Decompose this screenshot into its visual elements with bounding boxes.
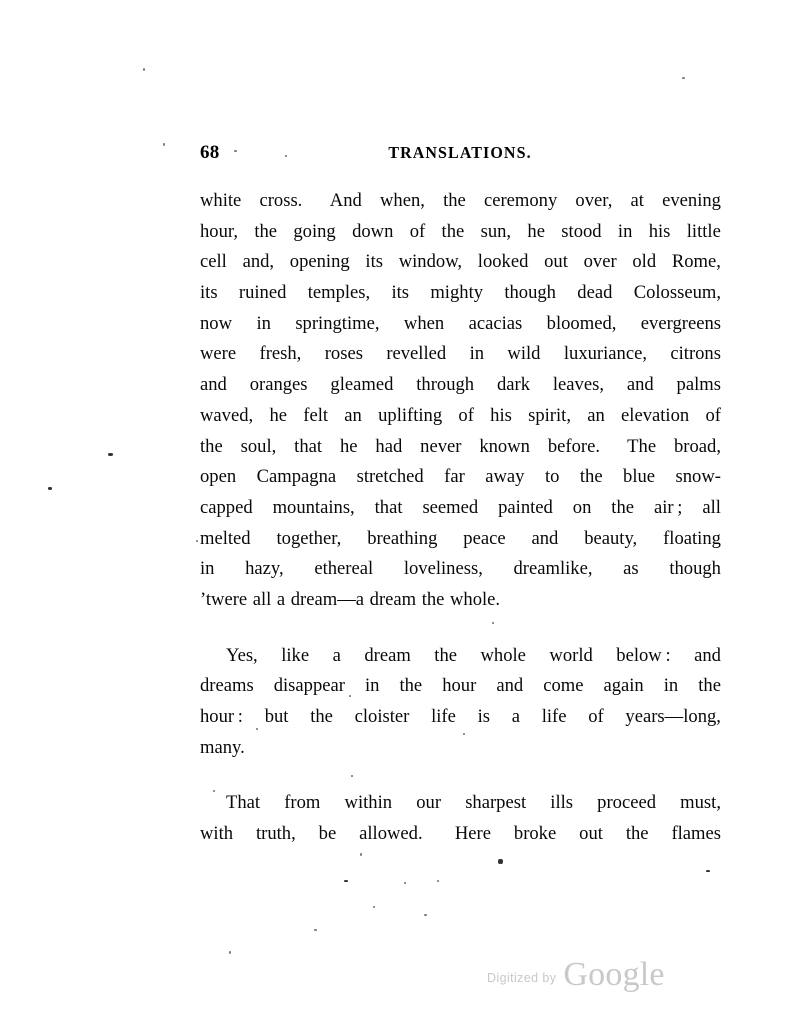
scan-speckle xyxy=(163,143,165,146)
body-text xyxy=(200,186,721,850)
word: now xyxy=(200,312,233,334)
word: cloister xyxy=(354,706,410,727)
word: The xyxy=(617,435,657,457)
word: in xyxy=(200,558,215,580)
word: Colosseum, xyxy=(633,282,721,304)
word: dream xyxy=(369,588,417,610)
word: his xyxy=(490,404,512,426)
word: its xyxy=(365,251,383,273)
word: and xyxy=(531,527,559,549)
google-digitized-watermark xyxy=(487,955,665,993)
word: dream xyxy=(364,644,411,666)
word: that xyxy=(374,496,403,518)
word: on xyxy=(572,496,592,518)
word: ceremony xyxy=(483,190,558,211)
word: all xyxy=(702,496,721,518)
word: hour, xyxy=(200,220,238,242)
word: waved, xyxy=(200,404,254,426)
word: melted xyxy=(200,527,251,549)
text-line xyxy=(200,370,721,401)
word: uplifting xyxy=(378,404,443,426)
word: the xyxy=(421,588,445,610)
word: Rome, xyxy=(671,251,721,273)
word: palms xyxy=(676,374,721,396)
word: cell xyxy=(200,251,227,273)
text-line xyxy=(200,217,721,248)
word: when xyxy=(403,312,445,334)
word: and xyxy=(200,374,227,396)
word: away xyxy=(485,466,525,488)
word: proceed xyxy=(597,792,657,814)
text-line xyxy=(200,339,721,370)
word: hour xyxy=(442,675,477,697)
text-line xyxy=(200,702,721,733)
word: in xyxy=(663,675,679,697)
word: Here xyxy=(445,823,491,845)
word: the xyxy=(441,220,465,242)
word: seemed xyxy=(422,496,479,518)
word: the xyxy=(625,823,649,845)
text-line xyxy=(200,278,721,309)
text-line xyxy=(200,186,721,217)
word: a xyxy=(332,644,341,666)
word: but xyxy=(264,706,289,727)
word: in xyxy=(364,675,380,697)
word: sharpest xyxy=(465,792,527,814)
page-number: 68 xyxy=(200,142,220,163)
word: when, xyxy=(379,190,425,211)
scan-speckle xyxy=(437,880,439,882)
text-line xyxy=(200,524,721,555)
word: all xyxy=(252,588,272,610)
word: though xyxy=(504,282,556,304)
word: fresh, xyxy=(259,343,302,365)
word: world xyxy=(549,644,593,666)
word: together, xyxy=(276,527,342,549)
word: that xyxy=(294,435,323,457)
word: a xyxy=(511,706,520,727)
word: in xyxy=(256,312,271,334)
word: an xyxy=(344,404,362,426)
word: come xyxy=(543,675,584,697)
word: years—long, xyxy=(625,706,721,727)
word: the xyxy=(579,466,603,488)
word: gleamed xyxy=(330,374,394,396)
text-line xyxy=(200,309,721,340)
scan-speckle xyxy=(498,859,503,864)
word: cross. xyxy=(259,190,303,211)
word: going xyxy=(293,220,336,242)
word: acacias xyxy=(468,312,523,334)
scan-speckle xyxy=(196,540,198,542)
word: dead xyxy=(577,282,613,304)
word: citrons xyxy=(670,343,721,365)
word: truth, xyxy=(255,823,296,845)
word: hazy, xyxy=(245,558,284,580)
word: opening xyxy=(289,251,350,273)
word: in xyxy=(469,343,485,365)
word: to xyxy=(544,466,560,488)
word: evergreens xyxy=(640,312,721,334)
scan-speckle xyxy=(373,906,375,908)
word: allowed. xyxy=(359,823,423,845)
word: soul, xyxy=(240,435,277,457)
word: its xyxy=(391,282,410,304)
word: known xyxy=(479,435,530,457)
word: an xyxy=(587,404,605,426)
word: of xyxy=(588,706,604,727)
word: bloomed, xyxy=(546,312,617,334)
scan-speckle xyxy=(229,951,231,954)
word: ills xyxy=(550,792,574,814)
word: And xyxy=(320,190,362,211)
word: old xyxy=(632,251,657,273)
word: and xyxy=(496,675,524,697)
word: with xyxy=(200,823,234,845)
scan-speckle xyxy=(48,487,52,490)
scan-speckle xyxy=(404,882,406,884)
scan-speckle xyxy=(108,453,113,456)
word: mighty xyxy=(430,282,484,304)
word: mountains, xyxy=(272,496,355,518)
word: again xyxy=(603,675,644,697)
word: sun, xyxy=(480,220,512,242)
text-line xyxy=(200,432,721,463)
word: the xyxy=(611,496,635,518)
scan-speckle xyxy=(424,914,427,916)
word: the xyxy=(310,706,333,727)
word: felt xyxy=(303,404,329,426)
word: little xyxy=(686,220,721,242)
word: capped xyxy=(200,496,253,518)
word: revelled xyxy=(386,343,447,365)
scan-speckle xyxy=(143,68,145,71)
watermark-brand: Google xyxy=(563,956,665,993)
word: out xyxy=(579,823,603,845)
word: many. xyxy=(200,736,245,758)
word: like xyxy=(281,644,310,666)
word: blue xyxy=(623,466,656,488)
word: luxuriance, xyxy=(563,343,647,365)
word: its xyxy=(200,282,218,304)
word: painted xyxy=(498,496,553,518)
word: dreamlike, xyxy=(513,558,593,580)
text-line xyxy=(200,493,721,524)
word: down xyxy=(352,220,394,242)
word: and xyxy=(626,374,654,396)
paragraph xyxy=(200,641,721,764)
word: wild xyxy=(507,343,541,365)
scan-speckle xyxy=(314,929,317,931)
word: ruined xyxy=(238,282,287,304)
word: is xyxy=(477,706,490,727)
word: from xyxy=(284,792,321,814)
word: looked xyxy=(477,251,529,273)
word: far xyxy=(444,466,465,488)
text-line xyxy=(200,462,721,493)
text-line xyxy=(200,585,721,616)
scan-speckle xyxy=(344,880,348,882)
word: flames xyxy=(671,823,721,845)
word: were xyxy=(200,343,237,365)
paragraph xyxy=(200,788,721,849)
word: stood xyxy=(561,220,602,242)
word: over xyxy=(583,251,617,273)
scan-speckle xyxy=(706,870,710,872)
word: our xyxy=(416,792,442,814)
word: of xyxy=(705,404,721,426)
word: elevation xyxy=(621,404,690,426)
word: never xyxy=(420,435,462,457)
word: Yes, xyxy=(226,644,258,666)
word: temples, xyxy=(307,282,371,304)
word: floating xyxy=(663,527,721,549)
scan-speckle xyxy=(682,77,685,79)
word: and, xyxy=(242,251,275,273)
word: dream—a xyxy=(290,588,365,610)
word: at xyxy=(630,190,644,211)
word: though xyxy=(669,558,721,580)
word: of xyxy=(409,220,426,242)
word: open xyxy=(200,466,237,488)
word: the xyxy=(443,190,466,211)
word: must, xyxy=(680,792,721,814)
word: the xyxy=(399,675,423,697)
word: dreams xyxy=(200,675,254,697)
word: disappear xyxy=(273,675,345,697)
word: That xyxy=(226,792,261,814)
word: had xyxy=(375,435,403,457)
word: broke xyxy=(513,823,557,845)
word: hour : xyxy=(200,706,243,727)
word: breathing xyxy=(367,527,438,549)
word: peace xyxy=(463,527,506,549)
word: of xyxy=(458,404,474,426)
word: the xyxy=(434,644,457,666)
text-line xyxy=(200,554,721,585)
word: air ; xyxy=(653,496,683,518)
text-line xyxy=(200,401,721,432)
word: over, xyxy=(575,190,613,211)
text-line xyxy=(200,247,721,278)
word: beauty, xyxy=(584,527,638,549)
word: ’twere xyxy=(200,588,248,610)
scan-speckle xyxy=(360,853,362,856)
word: he xyxy=(527,220,545,242)
word: and xyxy=(694,644,721,666)
word: life xyxy=(541,706,567,727)
word: he xyxy=(269,404,287,426)
word: he xyxy=(339,435,358,457)
word: roses xyxy=(324,343,363,365)
running-title: TRANSLATIONS. xyxy=(388,144,532,163)
paragraph xyxy=(200,186,721,616)
word: white xyxy=(200,190,242,211)
word: ethereal xyxy=(314,558,374,580)
word: whole xyxy=(480,644,526,666)
word: broad, xyxy=(673,435,721,457)
text-line xyxy=(200,641,721,672)
word: whole. xyxy=(449,588,501,610)
word: window, xyxy=(398,251,463,273)
word: Campagna xyxy=(256,466,337,488)
word: loveliness, xyxy=(403,558,483,580)
word: snow- xyxy=(675,466,721,488)
word: his xyxy=(648,220,671,242)
word: within xyxy=(344,792,393,814)
word: life xyxy=(431,706,456,727)
word: in xyxy=(617,220,633,242)
text-line xyxy=(200,819,721,850)
word: the xyxy=(254,220,278,242)
word: stretched xyxy=(356,466,424,488)
word: evening xyxy=(662,190,721,211)
word: below : xyxy=(616,644,671,666)
word: out xyxy=(544,251,568,273)
word: leaves, xyxy=(552,374,604,396)
word: dark xyxy=(496,374,530,396)
text-line xyxy=(200,671,721,702)
word: oranges xyxy=(249,374,308,396)
text-line xyxy=(200,788,721,819)
watermark-prefix: Digitized by xyxy=(487,971,557,985)
word: as xyxy=(623,558,639,580)
word: spirit, xyxy=(528,404,571,426)
word: the xyxy=(200,435,223,457)
running-head xyxy=(200,141,720,165)
text-line xyxy=(200,733,721,764)
word: springtime, xyxy=(295,312,380,334)
word: the xyxy=(698,675,721,697)
word: through xyxy=(416,374,475,396)
word: before. xyxy=(547,435,600,457)
word: a xyxy=(276,588,286,610)
word: be xyxy=(318,823,337,845)
